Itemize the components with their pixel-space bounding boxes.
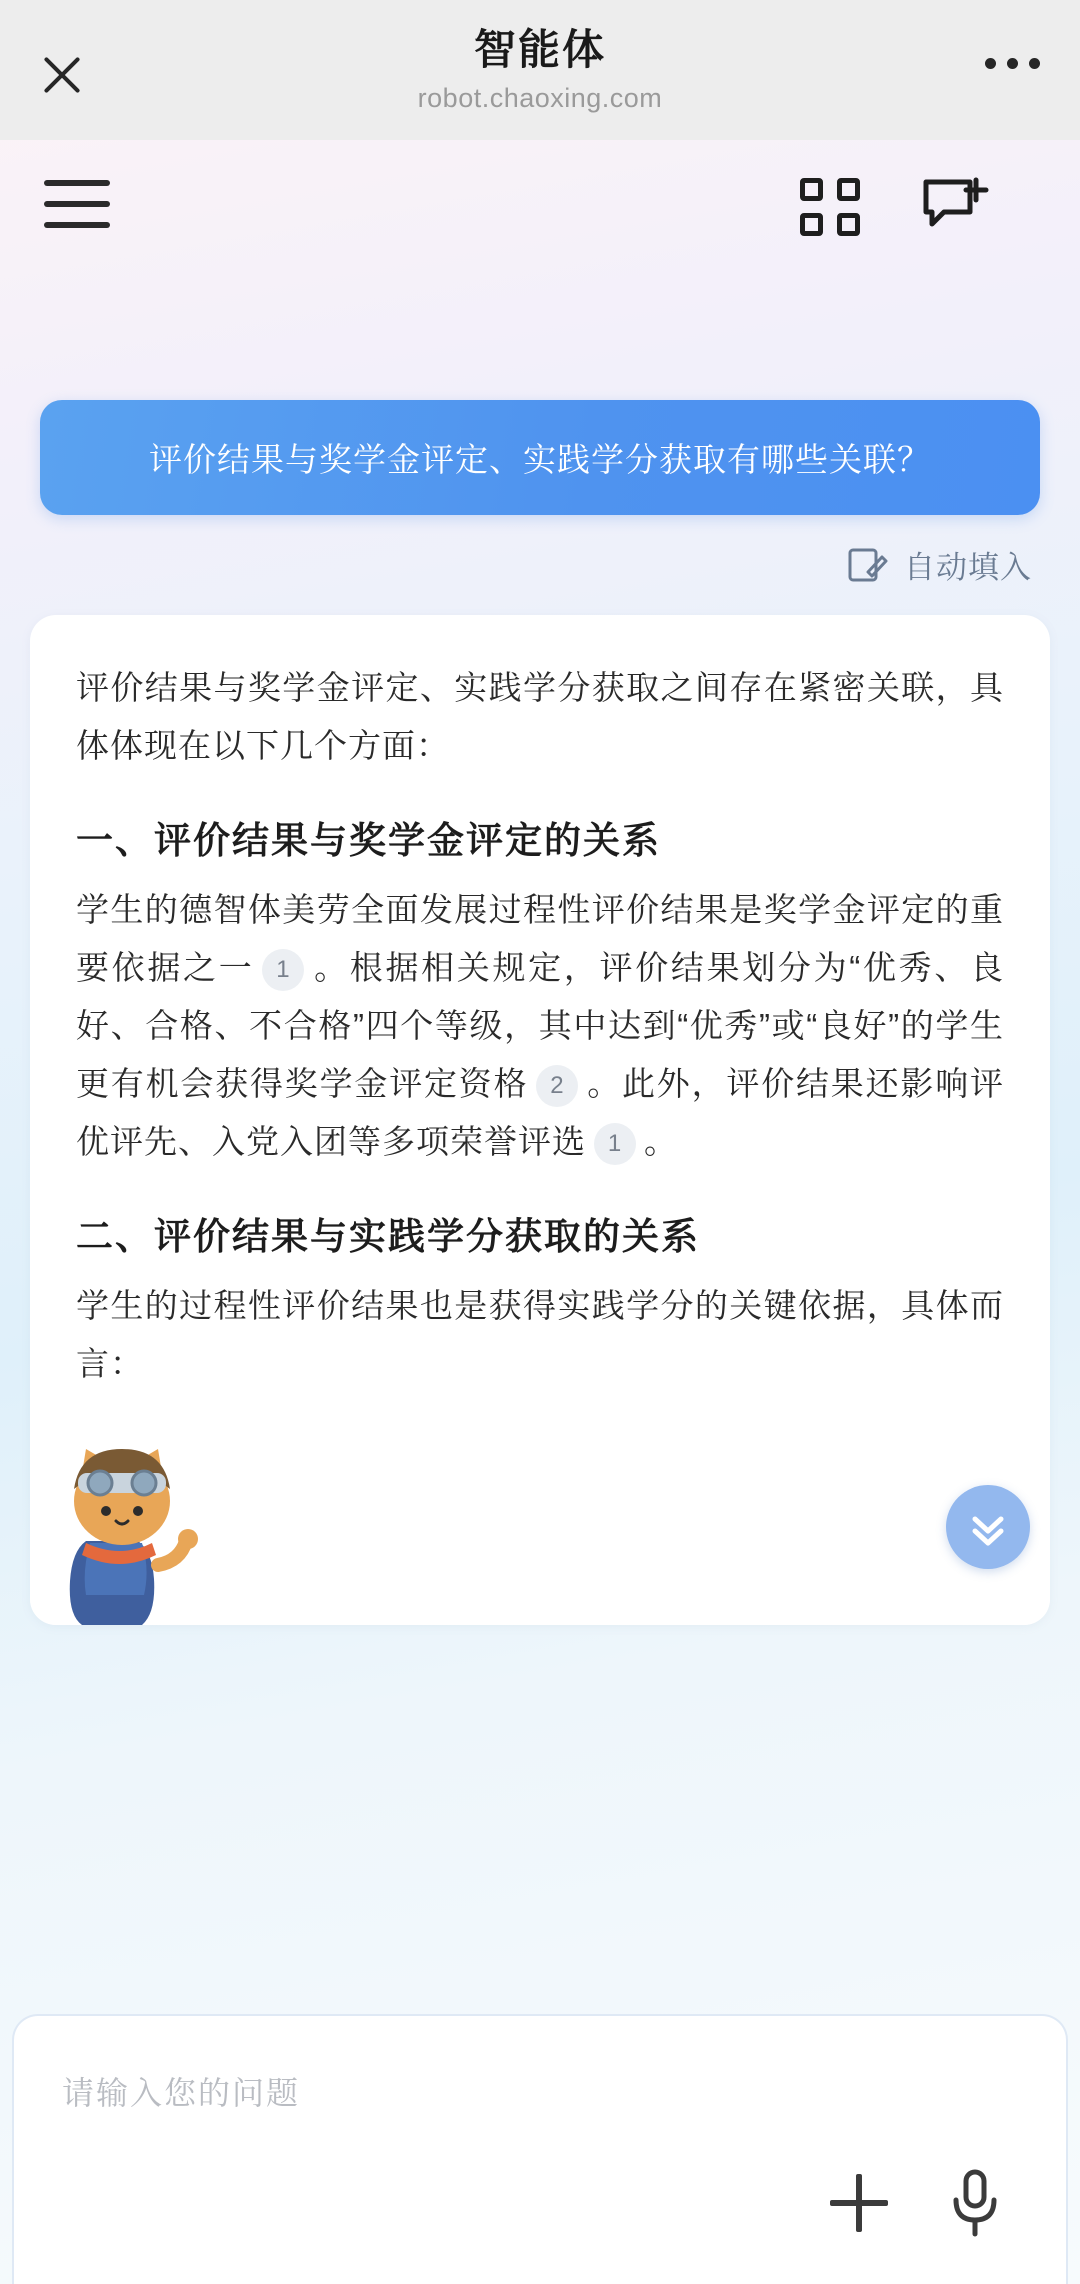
answer-section2-body <box>76 1277 1004 1393</box>
autofill-edit-icon <box>848 546 888 584</box>
new-chat-icon[interactable] <box>920 174 992 240</box>
autofill-label: 自动填入 <box>904 550 1032 585</box>
citation-badge[interactable]: 1 <box>262 949 304 991</box>
scroll-to-bottom-icon <box>965 1505 1011 1549</box>
autofill-button[interactable] <box>848 542 1032 587</box>
cat-mascot-avatar[interactable] <box>38 1445 213 1630</box>
autofill-edit-glyph <box>848 546 888 584</box>
answer-section2-title: 二、评价结果与实践学分获取的关系 <box>76 1216 700 1257</box>
microphone-glyph <box>946 2168 1004 2240</box>
cat-mascot-glyph <box>38 1445 213 1630</box>
answer-s1-part3: 。此外，评价结果还影响评优评先、入党入团等多项荣誉评选 <box>76 1065 1005 1160</box>
browser-topbar <box>0 0 1080 140</box>
answer-s1-part2: 。根据相关规定，评价结果划分为“优秀、良好、合格、不合格”四个等级，其中达到“优秀”或“良好”的学生更有机会获得奖学金评定资格 <box>76 949 1004 1102</box>
close-icon[interactable] <box>36 48 88 100</box>
app-header <box>0 140 1080 270</box>
scroll-to-bottom-button[interactable] <box>946 1485 1030 1569</box>
citation-badge[interactable]: 2 <box>536 1065 578 1107</box>
answer-intro: 评价结果与奖学金评定、实践学分获取之间存在紧密关联，具体体现在以下几个方面： <box>76 669 1004 764</box>
answer-s1-part1: 学生的德智体美劳全面发展过程性评价结果是奖学金评定的重要依据之一 <box>76 891 1004 986</box>
browser-title-block <box>417 25 663 113</box>
chat-area <box>0 270 1080 2284</box>
citation-badge[interactable]: 1 <box>594 1123 636 1165</box>
message-input-dock <box>12 2014 1068 2284</box>
add-attachment-icon[interactable] <box>830 2174 888 2232</box>
new-chat-glyph <box>920 174 992 240</box>
hamburger-menu-icon[interactable] <box>44 178 110 230</box>
more-options-icon[interactable] <box>985 58 1040 69</box>
page-url: robot.chaoxing.com <box>417 82 663 113</box>
page-title: 智能体 <box>473 25 606 73</box>
grid-apps-icon[interactable] <box>800 178 860 236</box>
answer-section1-title: 一、评价结果与奖学金评定的关系 <box>76 820 661 861</box>
message-input[interactable]: 请输入您的问题 <box>62 2075 301 2111</box>
answer-s2-part1: 学生的过程性评价结果也是获得实践学分的关键依据 <box>76 1287 867 1324</box>
user-message-bubble: 评价结果与奖学金评定、实践学分获取有哪些关联？ <box>40 400 1040 515</box>
answer-section1-body <box>76 881 1004 1171</box>
answer-s1-part4: 。 <box>644 1123 678 1160</box>
microphone-icon[interactable] <box>946 2168 1004 2240</box>
answer-s2-part2: ，具体而言： <box>76 1287 1005 1382</box>
